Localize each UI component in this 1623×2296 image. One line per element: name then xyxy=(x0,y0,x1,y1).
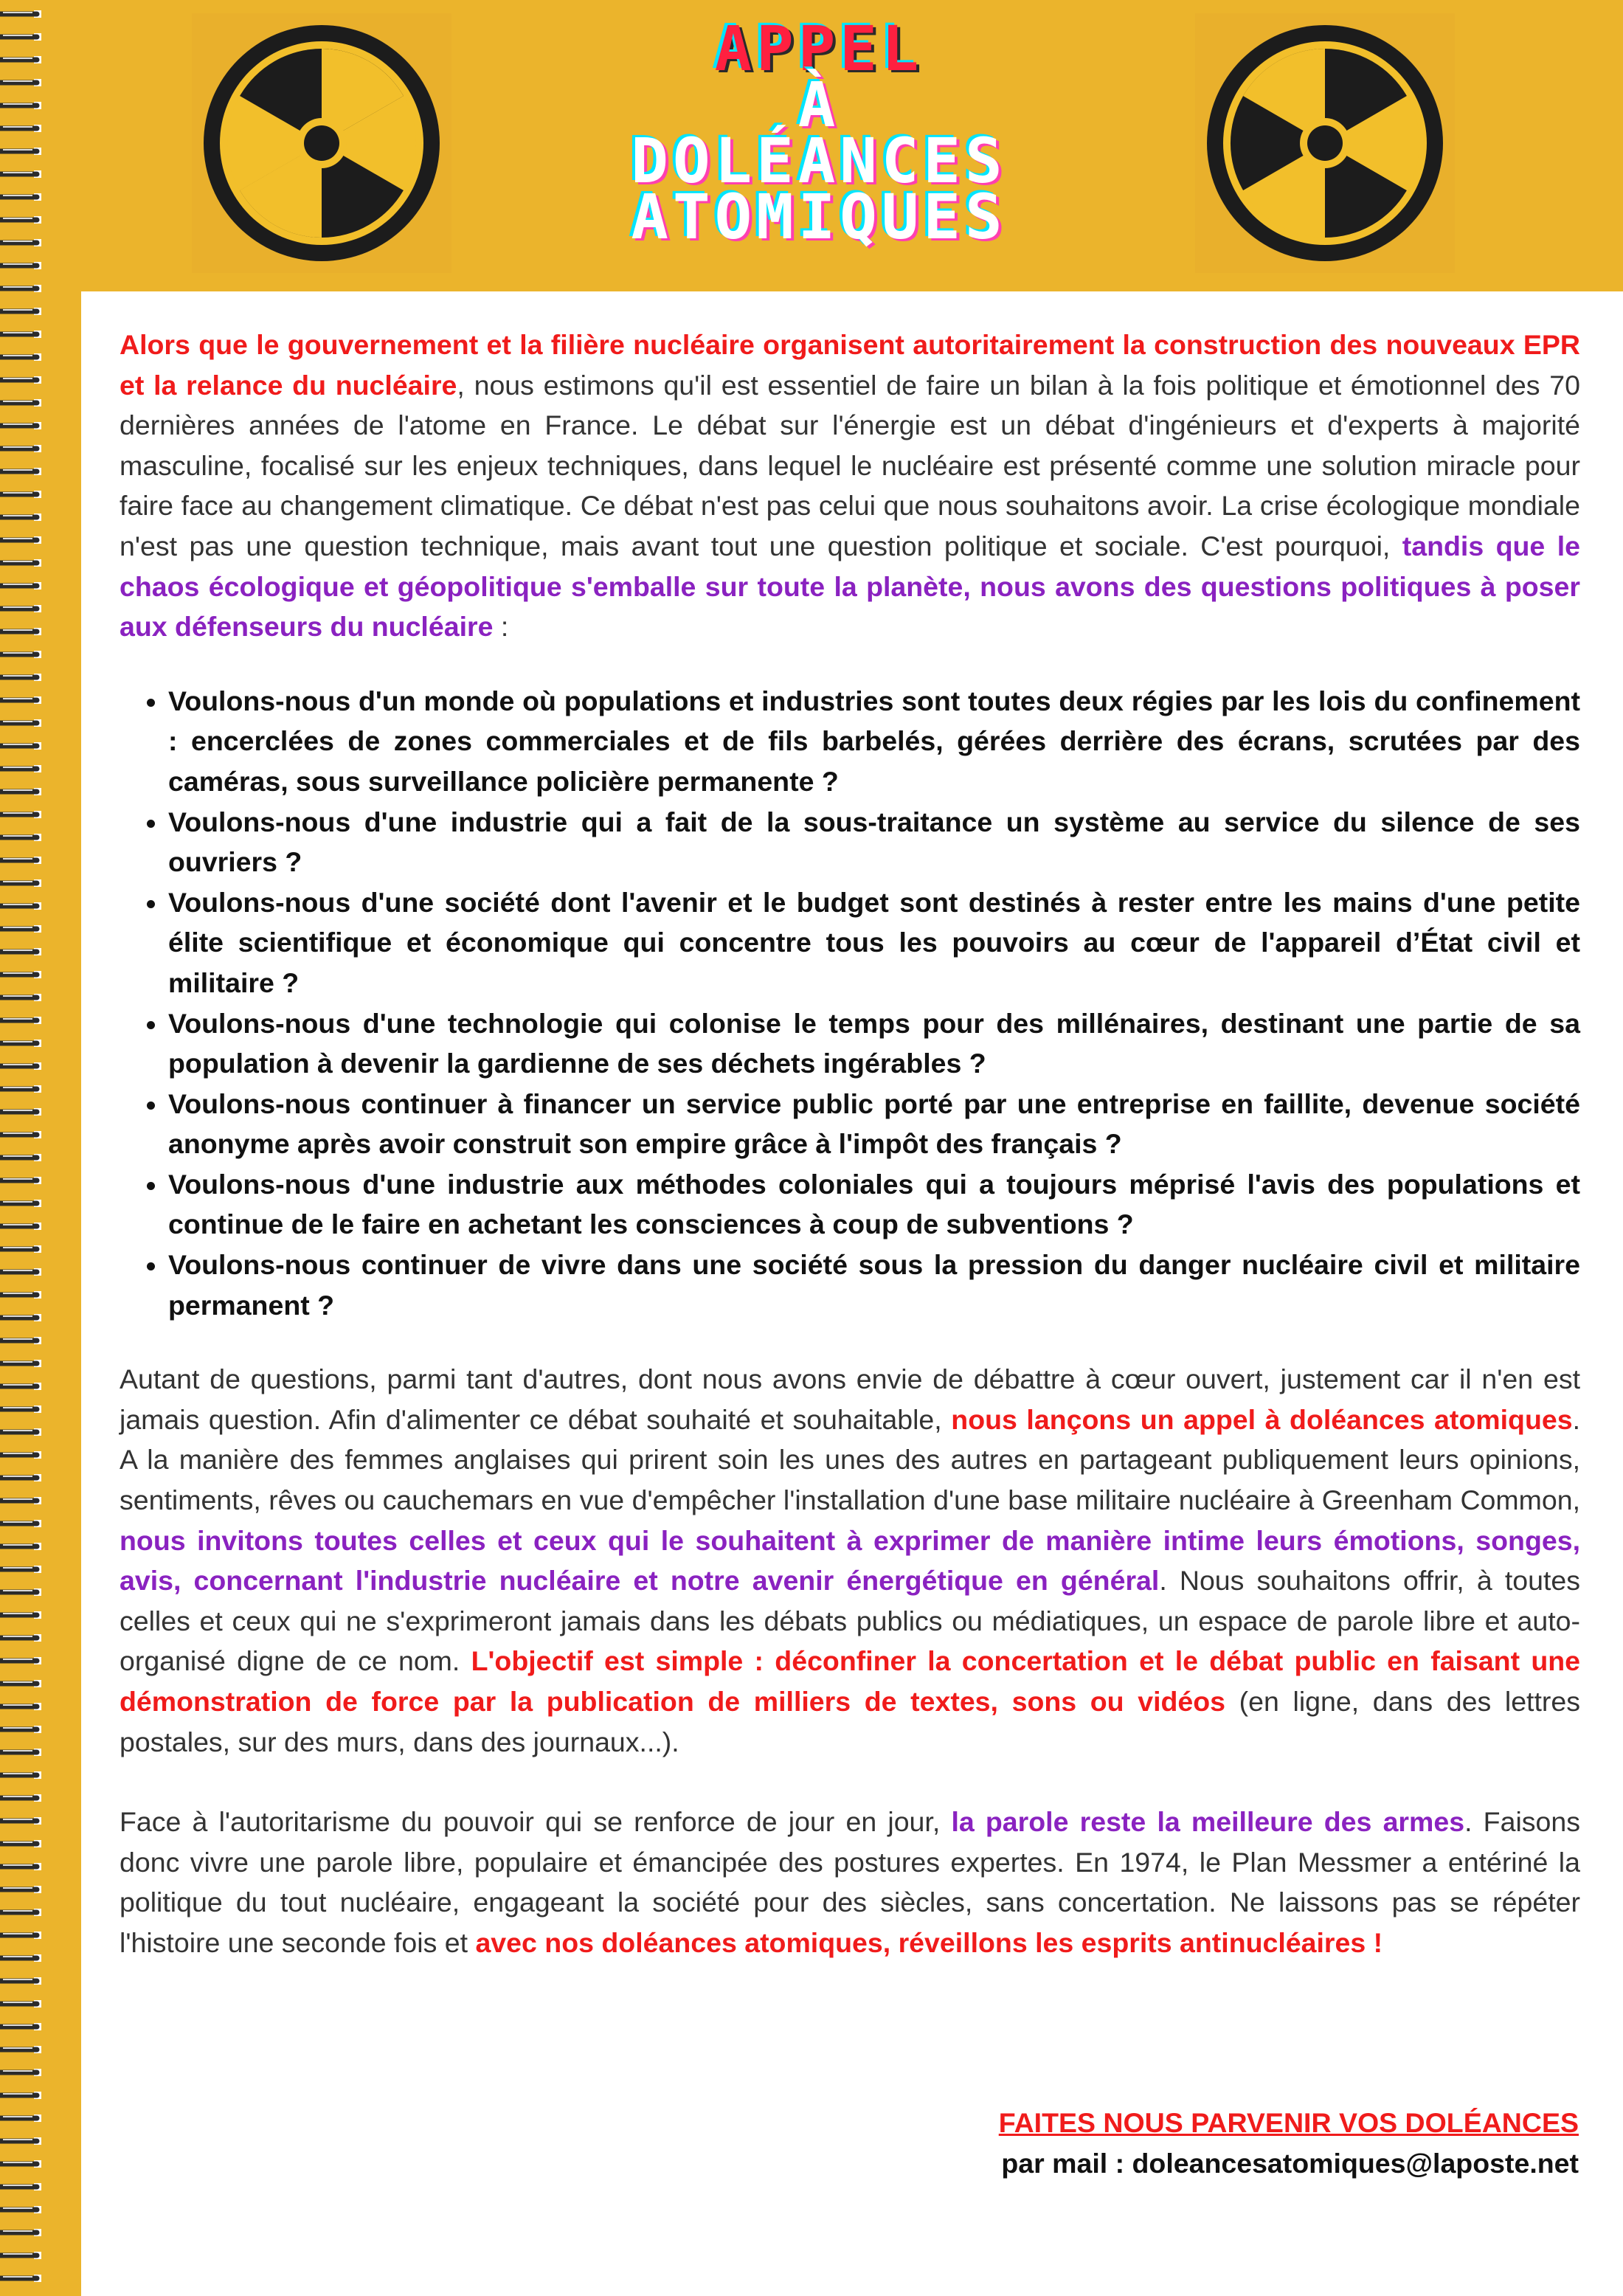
intro-end: : xyxy=(493,611,509,643)
text-run: Autant de questions, parmi tant d'autres, dont nous avons envie de débattre à cœur ouvert, justement car il n'en est jamais question. Afin d'alimenter ce débat souhaité et souhaitable, xyxy=(120,1363,1580,1435)
text-run: . Faisons donc vivre une parole libre, populaire et émancipée des postures expertes. En 1974, le Plan Messmer a entériné la politique du tout nucléaire, engageant la société pour des siècles, sans concertation. Ne laissons pas se répéter l'histoire une seconde fois et xyxy=(120,1806,1580,1958)
title-line: DOLÉANCES xyxy=(631,125,1007,197)
main-content xyxy=(120,325,1580,1963)
closing-paragraph xyxy=(120,1802,1580,1963)
intro-highlight: tandis que le chaos écologique et géopolitique s'emballe sur toute la planète, nous avons des questions politiques à poser aux défenseurs du nucléaire xyxy=(120,530,1580,643)
appeal-paragraph xyxy=(120,1359,1580,1762)
call-to-action: FAITES NOUS PARVENIR VOS DOLÉANCES xyxy=(998,2107,1579,2138)
header-banner xyxy=(81,0,1623,291)
highlight-red: avec nos doléances atomiques, réveillons les esprits antinucléaires ! xyxy=(475,1926,1383,1958)
title-line: ATOMIQUES xyxy=(631,181,1007,253)
list-item: • Voulons-nous continuer de vivre dans une société sous la pression du danger nucléaire civil et militaire permanent ? xyxy=(168,1245,1580,1325)
list-item: • Voulons-nous d'un monde où populations et industries sont toutes deux régies par les lois du confinement : encerclées de zones commerciales et de fils barbelés, gérées derrière des écrans, scrutées par des caméras, sous surveillance policière permanente ? xyxy=(168,681,1580,802)
highlight-red: L'objectif est simple : déconfiner la concertation et le débat public en faisant une démonstration de force par la publication de milliers de textes, sons ou vidéos xyxy=(120,1645,1581,1717)
intro-paragraph xyxy=(120,325,1580,647)
contact-footer xyxy=(999,2103,1579,2183)
intro-lead: Alors que le gouvernement et la filière nucléaire organisent autoritairement la construction des nouveaux EPR et la relance du nucléaire xyxy=(120,329,1580,401)
title-line: À xyxy=(797,69,840,141)
text-run: Face à l'autoritarisme du pouvoir qui se renforce de jour en jour, xyxy=(120,1806,952,1838)
spiral-binding xyxy=(0,0,81,2296)
list-item: • Voulons-nous continuer à financer un service public porté par une entreprise en faillite, devenue société anonyme après avoir construit son empire grâce à l'impôt des français ? xyxy=(168,1084,1580,1164)
list-item: • Voulons-nous d'une industrie qui a fait de la sous-traitance un système au service du silence de ses ouvriers ? xyxy=(168,802,1580,882)
contact-email[interactable]: par mail : doleancesatomiques@laposte.net xyxy=(1001,2147,1579,2179)
page-title xyxy=(480,13,1158,253)
intro-body: , nous estimons qu'il est essentiel de faire un bilan à la fois politique et émotionnel des 70 dernières années de l'atome en France. Le débat sur l'énergie est un débat d'ingénieurs et d'experts à majorité masculine, focalisé sur les enjeux techniques, dans lequel le nucléaire est présenté comme une solution miracle pour faire face au changement climatique. Ce débat n'est pas celui que nous souhaitons avoir. La crise écologique mondiale n'est pas une question technique, mais avant tout une question politique et sociale. C'est pourquoi, xyxy=(120,369,1580,561)
highlight-purple: nous invitons toutes celles et ceux qui le souhaitent à exprimer de manière intime leurs émotions, songes, avis, concernant l'industrie nucléaire et notre avenir énergétique en général xyxy=(120,1524,1580,1597)
list-item: • Voulons-nous d'une société dont l'avenir et le budget sont destinés à rester entre les mains d'une petite élite scientifique et économique qui concentre tous les pouvoirs au cœur de l'appareil d’État civil et militaire ? xyxy=(168,882,1580,1003)
highlight-purple: la parole reste la meilleure des armes xyxy=(951,1806,1465,1838)
text-run: . Nous souhaitons offrir, à toutes celles et ceux qui ne s'exprimeront jamais dans les débats publics ou médiatiques, un espace de parole libre et auto-organisé digne de ce nom. xyxy=(120,1565,1580,1677)
title-line: APPEL xyxy=(714,13,924,85)
radiation-icon xyxy=(1195,13,1455,273)
highlight-red: nous lançons un appel à doléances atomiques xyxy=(951,1403,1573,1435)
questions-list xyxy=(120,681,1580,1326)
list-item: • Voulons-nous d'une industrie aux méthodes coloniales qui a toujours méprisé l'avis des populations et continue de le faire en achetant les consciences à coup de subventions ? xyxy=(168,1164,1580,1245)
radiation-icon xyxy=(192,13,451,273)
spiral-rings-icon xyxy=(0,0,81,2296)
text-run: (en ligne, dans des lettres postales, sur des murs, dans des journaux...). xyxy=(120,1686,1580,1757)
list-item: • Voulons-nous d'une technologie qui colonise le temps pour des millénaires, destinant une partie de sa population à devenir la gardienne de ses déchets ingérables ? xyxy=(168,1003,1580,1084)
text-run: . A la manière des femmes anglaises qui prirent soin les unes des autres en partageant publiquement leurs opinions, sentiments, rêves ou cauchemars en vue d'empêcher l'installation d'une base militaire nucléaire à Greenham Common, xyxy=(120,1403,1580,1516)
